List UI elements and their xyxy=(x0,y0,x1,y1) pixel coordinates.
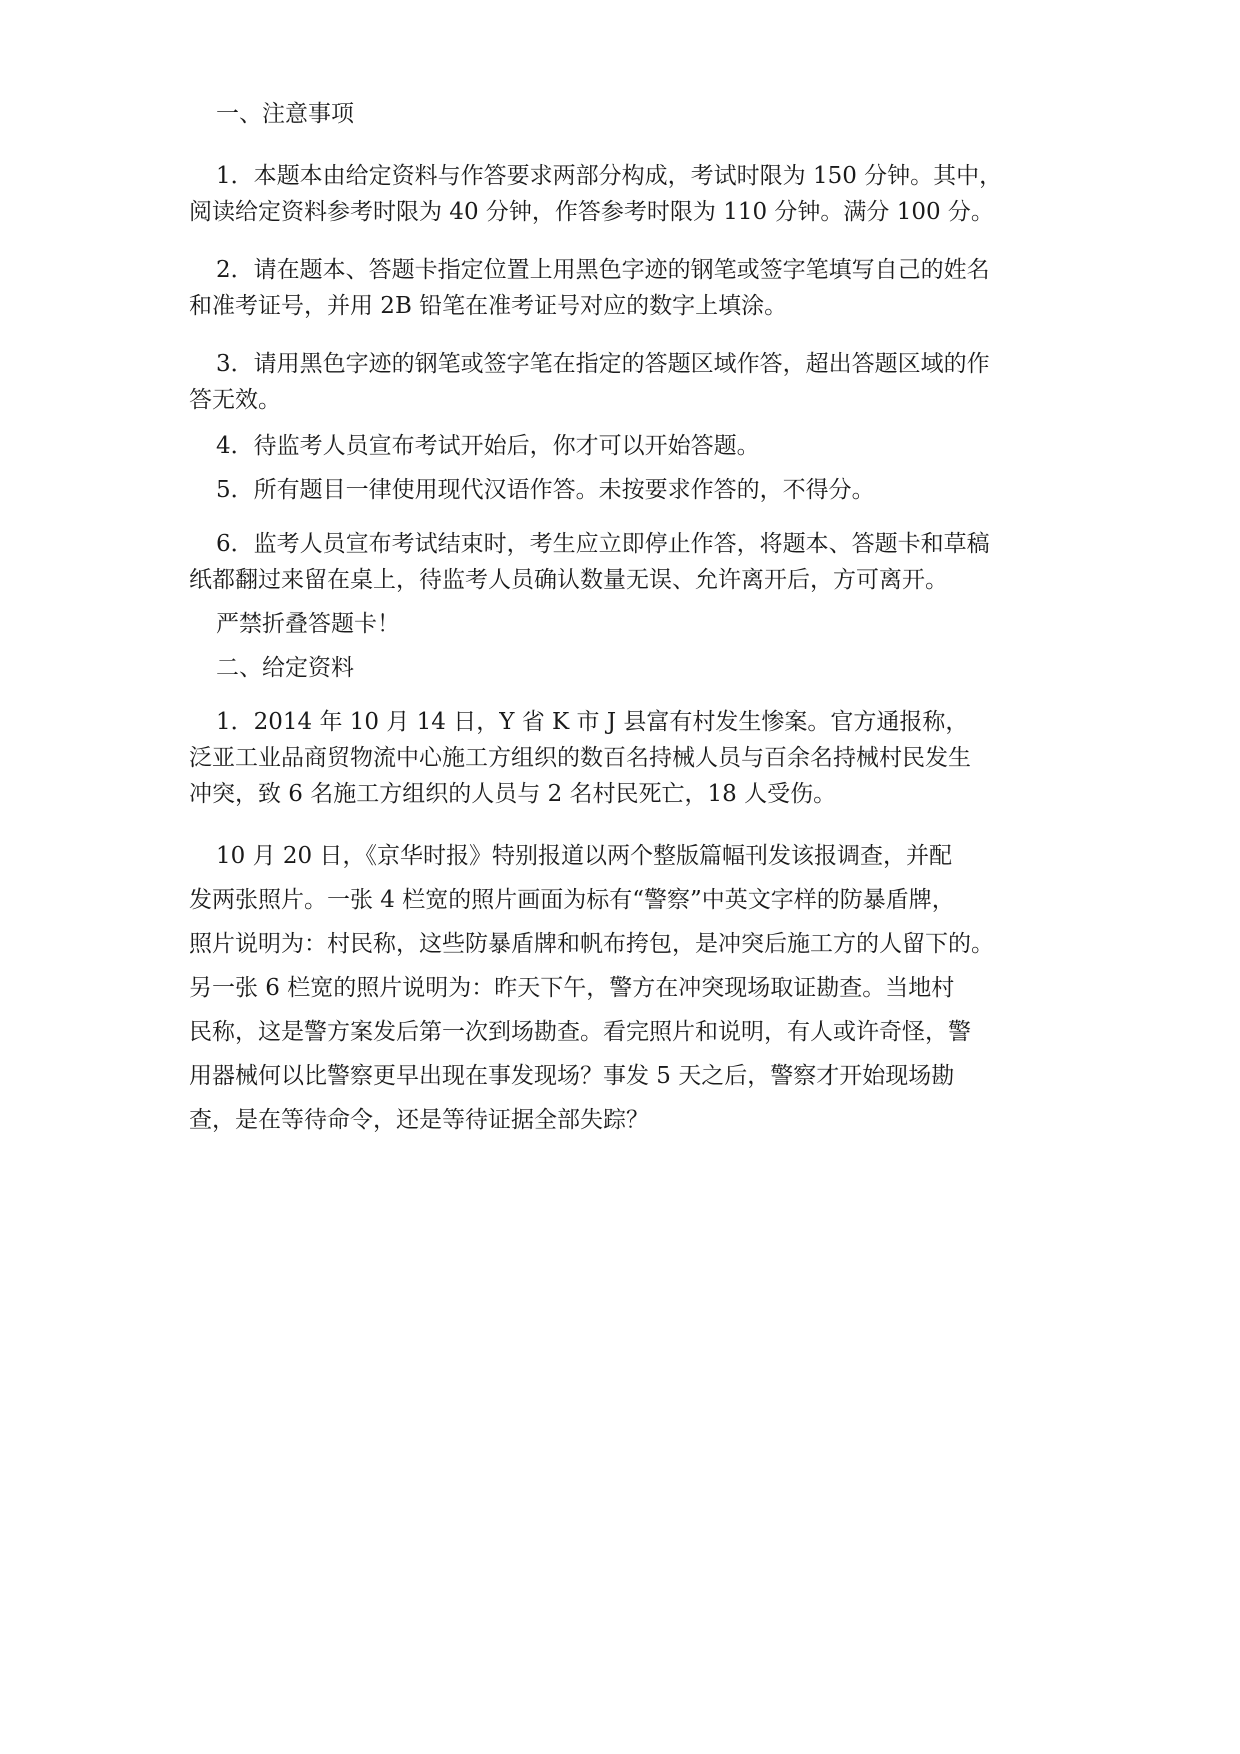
text-line: 1．2014 年 10 月 14 日，Y 省 K 市 J 县富有村发生惨案。官方通报称， xyxy=(216,709,969,735)
text-line: 和准考证号，并用 2B 铅笔在准考证号对应的数字上填涂。 xyxy=(189,293,788,319)
section-heading-notice: 一、注意事项 xyxy=(216,101,354,127)
text-line: 4．待监考人员宣布考试开始后，你才可以开始答题。 xyxy=(216,433,760,459)
text-line: 泛亚工业品商贸物流中心施工方组织的数百名持械人员与百余名持械村民发生 xyxy=(189,745,971,771)
text-line: 10 月 20 日，《京华时报》特别报道以两个整版篇幅刊发该报调查，并配 xyxy=(216,843,952,869)
text-line: 6．监考人员宣布考试结束时，考生应立即停止作答，将题本、答题卡和草稿 xyxy=(216,531,990,557)
document-page xyxy=(189,96,1059,1142)
text-line: 5．所有题目一律使用现代汉语作答。未按要求作答的，不得分。 xyxy=(216,477,875,503)
notice-item-1 xyxy=(189,158,1059,230)
notice-item-3 xyxy=(189,346,1059,418)
material-paragraph-2 xyxy=(189,834,1059,1142)
text-line: 阅读给定资料参考时限为 40 分钟，作答参考时限为 110 分钟。满分 100 分。 xyxy=(189,199,994,225)
text-line: 发两张照片。一张 4 栏宽的照片画面为标有“警察”中英文字样的防暴盾牌， xyxy=(189,887,955,913)
text-line: 另一张 6 栏宽的照片说明为：昨天下午，警方在冲突现场取证勘查。当地村 xyxy=(189,975,955,1001)
text-line: 3．请用黑色字迹的钢笔或签字笔在指定的答题区域作答，超出答题区域的作 xyxy=(216,351,990,377)
notice-item-2 xyxy=(189,252,1059,324)
text-line: 冲突，致 6 名施工方组织的人员与 2 名村民死亡，18 人受伤。 xyxy=(189,781,837,807)
notice-item-4 xyxy=(189,428,1059,464)
text-line: 用器械何以比警察更早出现在事发现场？事发 5 天之后，警察才开始现场勘 xyxy=(189,1063,955,1089)
text-line: 照片说明为：村民称，这些防暴盾牌和帆布挎包，是冲突后施工方的人留下的。 xyxy=(189,931,994,957)
text-line: 2．请在题本、答题卡指定位置上用黑色字迹的钢笔或签字笔填写自己的姓名 xyxy=(216,257,990,283)
section-heading-materials: 二、给定资料 xyxy=(216,655,354,681)
text-line: 严禁折叠答题卡！ xyxy=(216,611,400,637)
text-line: 纸都翻过来留在桌上，待监考人员确认数量无误、允许离开后，方可离开。 xyxy=(189,567,948,593)
notice-item-6 xyxy=(189,526,1059,598)
text-line: 1．本题本由给定资料与作答要求两部分构成，考试时限为 150 分钟。其中， xyxy=(216,163,1003,189)
notice-item-5 xyxy=(189,472,1059,508)
material-paragraph-1 xyxy=(189,704,1059,812)
text-line: 查，是在等待命令，还是等待证据全部失踪？ xyxy=(189,1107,649,1133)
text-line: 答无效。 xyxy=(189,387,281,413)
warning-text xyxy=(189,606,1059,642)
text-line: 民称，这是警方案发后第一次到场勘查。看完照片和说明，有人或许奇怪，警 xyxy=(189,1019,971,1045)
